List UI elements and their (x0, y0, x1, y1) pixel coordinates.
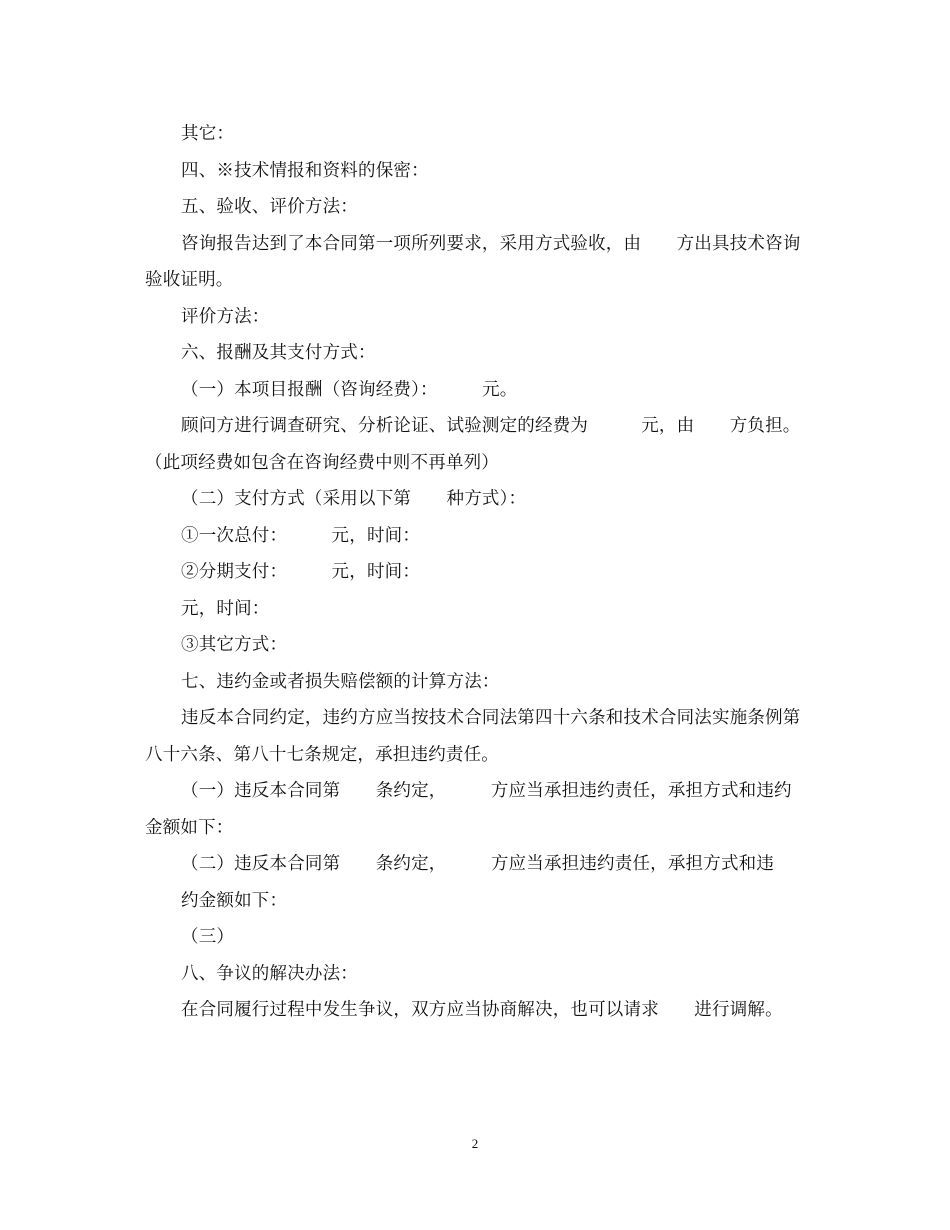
paragraph-acceptance-heading: 五、验收、评价方法： (181, 197, 358, 217)
paragraph-penalty-law: 违反本合同约定，违约方应当按技术合同法第四十六条和技术合同法实施条例第八十六条、第八十七条规定，承担违约责任。 (145, 708, 801, 765)
paragraph-dispute-text: 在合同履行过程中发生争议，双方应当协商解决，也可以请求 进行调解。 (181, 1000, 783, 1020)
paragraph-other-method: ③其它方式： (181, 635, 288, 655)
paragraph-breach-two-continued: 约金额如下： (181, 890, 288, 911)
paragraph-research-cost: 顾问方进行调查研究、分析论证、试验测定的经费为 元，由 方负担。（此项经费如包含在咨询经费中则不再单列） (145, 416, 801, 473)
document-body (145, 116, 805, 1029)
paragraph-confidentiality: 四、※技术情报和资料的保密： (181, 160, 429, 181)
paragraph-payment-heading: 六、报酬及其支付方式： (181, 343, 376, 363)
paragraph-installment: ②分期支付： 元，时间： (181, 562, 421, 582)
paragraph-payment-method: （二）支付方式（采用以下第 种方式）： (181, 489, 527, 509)
paragraph-installment-time: 元，时间： (181, 598, 270, 619)
paragraph-penalty-heading: 七、违约金或者损失赔偿额的计算方法： (181, 671, 500, 692)
page-number: 2 (471, 1136, 479, 1151)
paragraph-evaluation-method: 评价方法： (181, 306, 270, 327)
paragraph-breach-one: （一）违反本合同第 条约定， 方应当承担违约责任，承担方式和违约金额如下： (145, 781, 792, 838)
paragraph-breach-three: （三） (181, 927, 235, 947)
paragraph-project-fee: （一）本项目报酬（咨询经费）： 元。 (181, 379, 518, 400)
paragraph-dispute-heading: 八、争议的解决办法： (181, 963, 358, 984)
paragraph-lump-sum: ①一次总付： 元，时间： (181, 525, 421, 546)
paragraph-breach-two: （二）违反本合同第 条约定， 方应当承担违约责任，承担方式和违 (181, 854, 775, 874)
paragraph-other: 其它： (181, 124, 235, 144)
paragraph-acceptance-text: 咨询报告达到了本合同第一项所列要求，采用方式验收，由 方出具技术咨询验收证明。 (145, 233, 801, 290)
